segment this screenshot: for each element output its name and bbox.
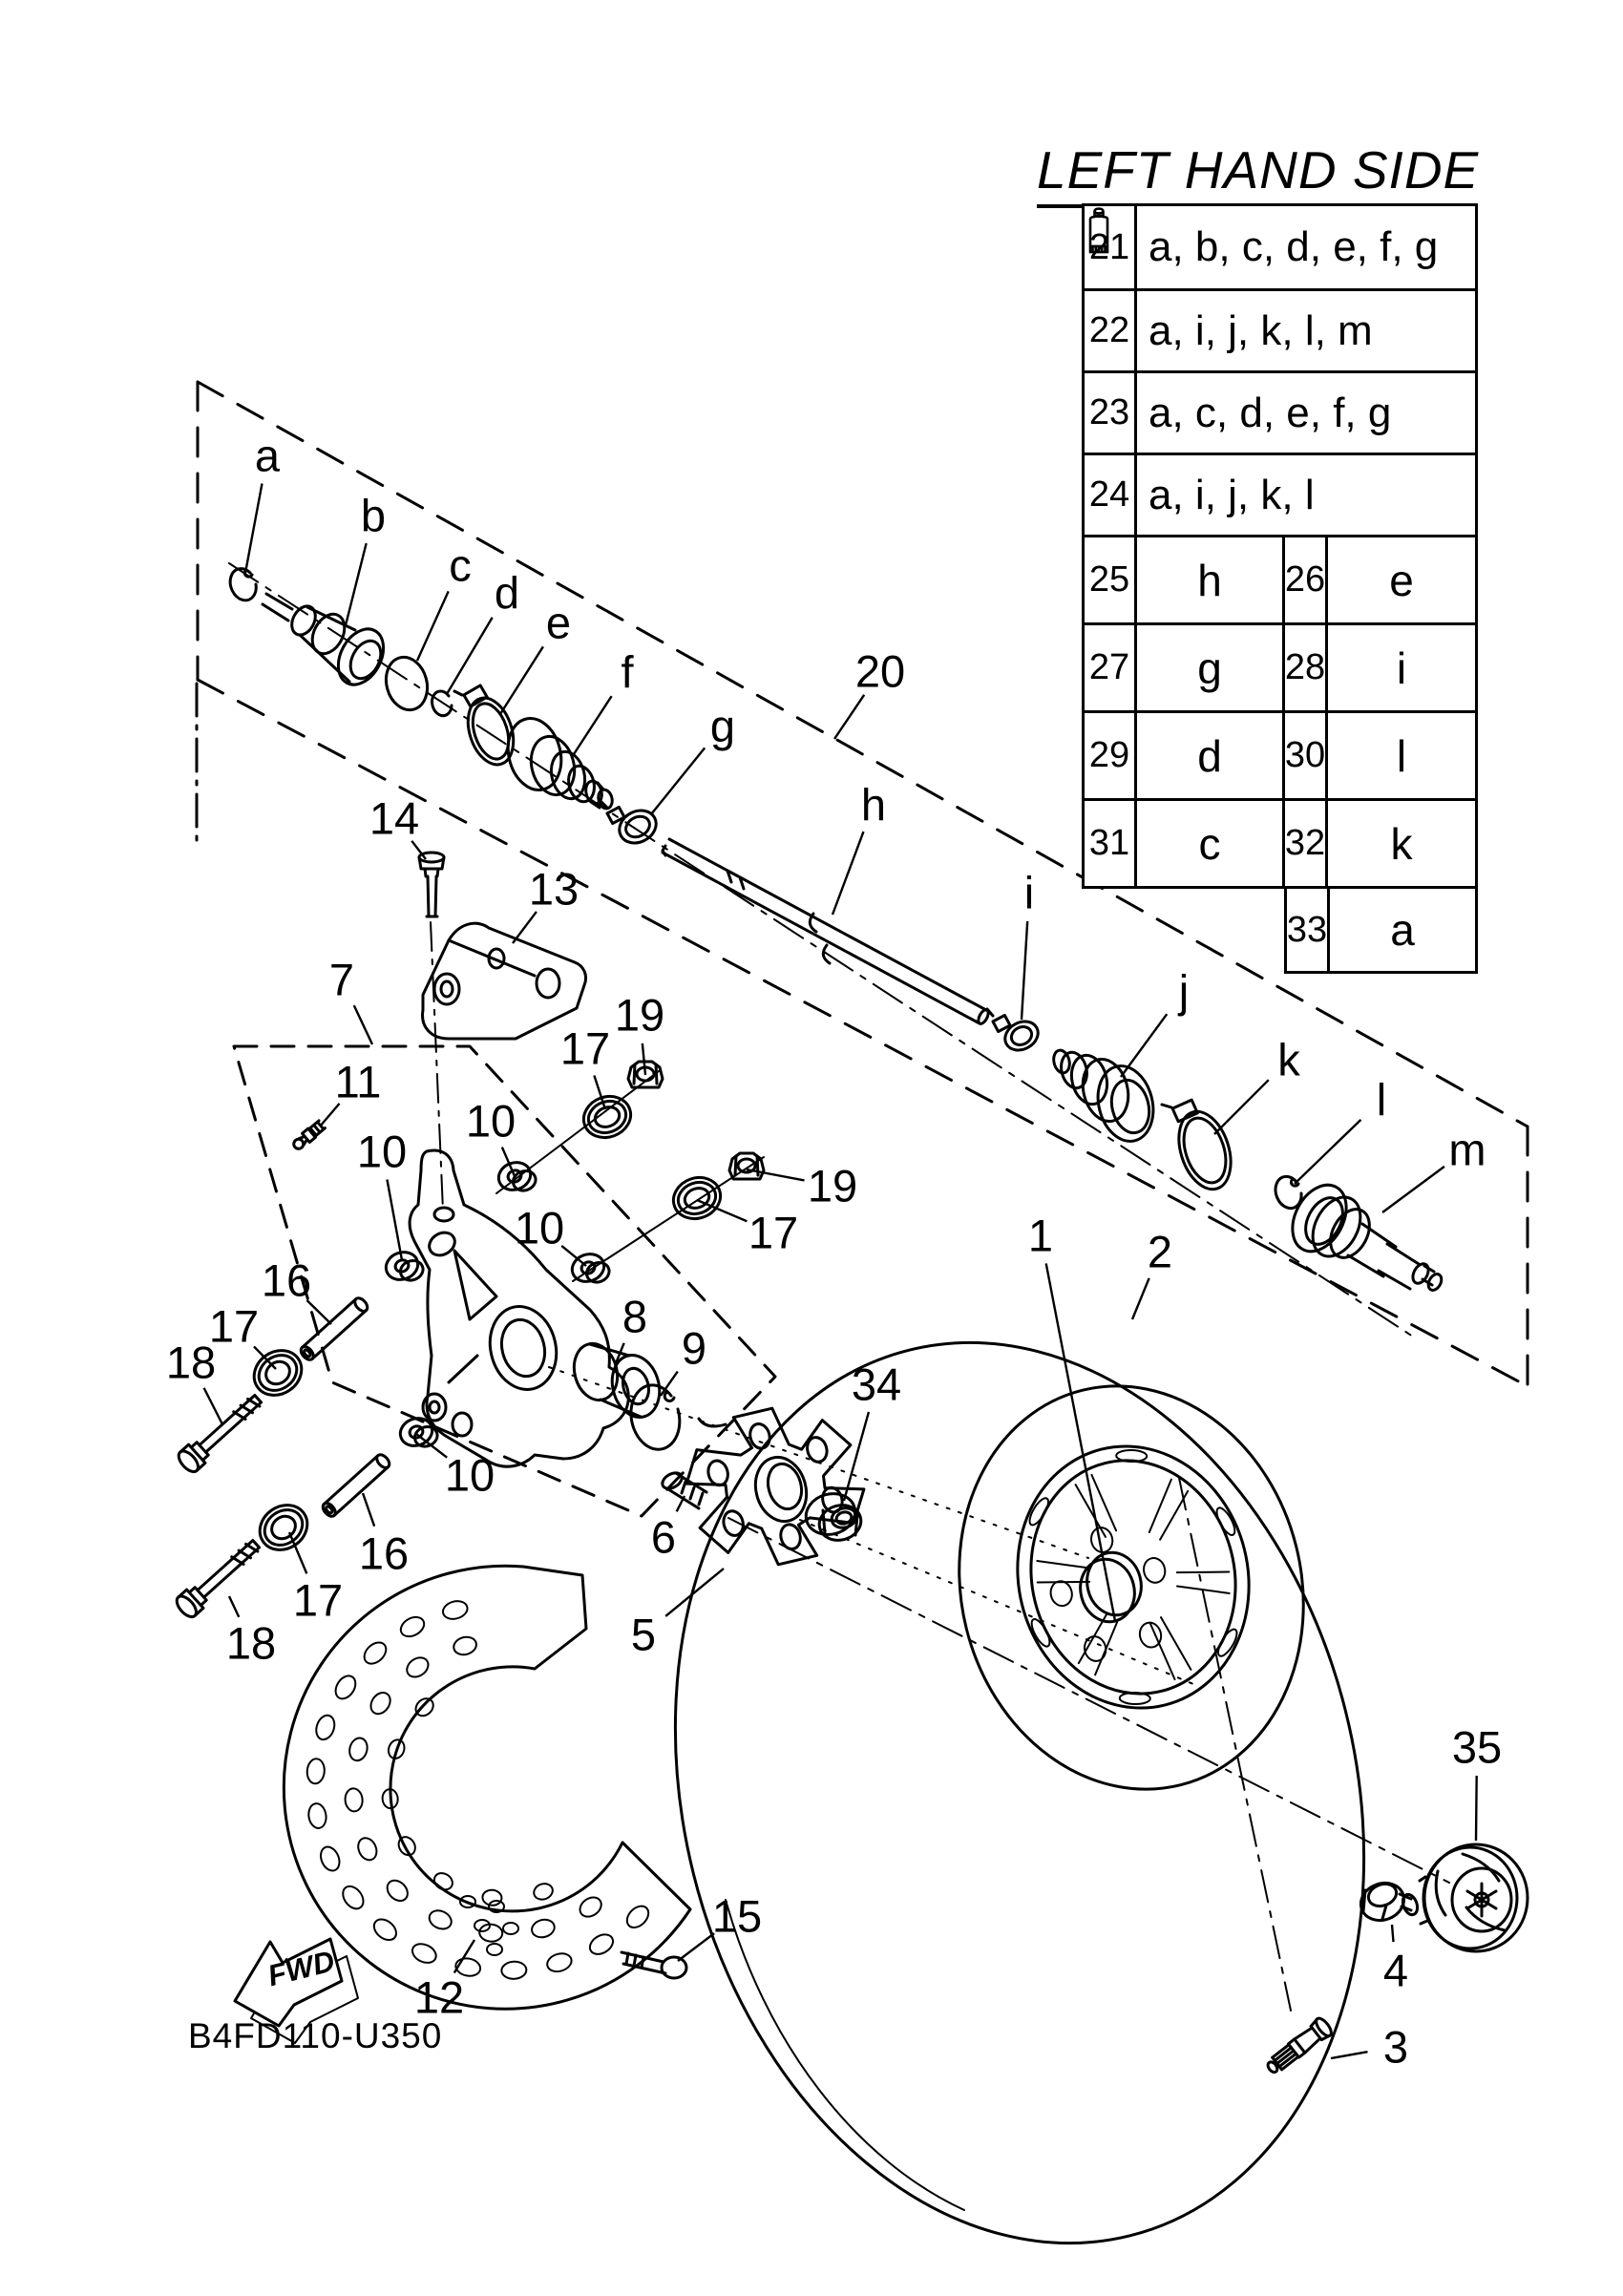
valve-stem-3 [1263, 2016, 1334, 2078]
lug-nut-4 [1356, 1877, 1420, 1926]
guard-hole [317, 1844, 343, 1874]
leader-line-34 [844, 1412, 869, 1501]
leader-line-b [346, 543, 367, 625]
guard-hole [478, 1924, 502, 1943]
table-part-number: 28 [1285, 625, 1328, 710]
leader-line-f [574, 696, 612, 754]
callout-label-5: 5 [630, 1609, 657, 1660]
leader-line-h [833, 832, 863, 915]
callout-label-h: h [860, 779, 887, 831]
guard-hole [441, 1598, 470, 1621]
callout-label-7: 7 [328, 954, 355, 1005]
rim-spokes [1026, 1450, 1240, 1705]
leader-line-g [651, 748, 705, 814]
leader-line-j [1121, 1014, 1167, 1077]
guard-hole [427, 1907, 454, 1932]
rim-spoke [1037, 1561, 1089, 1568]
guard-hole [577, 1893, 605, 1921]
leader-line-7 [354, 1005, 372, 1044]
guard-hole [397, 1613, 427, 1640]
callout-label-4: 4 [1382, 1945, 1409, 1996]
cv-boot-j [1051, 1048, 1161, 1147]
guard-hole [545, 1950, 574, 1974]
diagram-code: B4FD110-U350 [188, 2016, 443, 2055]
callout-label-f: f [621, 646, 634, 698]
boot-band-i [987, 1009, 1043, 1056]
table-part-number: 30 [1285, 713, 1328, 798]
cv-boot-f [501, 713, 615, 811]
leader-line-18 [229, 1596, 239, 1617]
grease-tube-icon [1085, 206, 1113, 263]
leader-line-e [500, 646, 543, 714]
callout-label-20: 20 [854, 645, 906, 697]
callout-label-15: 15 [711, 1890, 763, 1942]
callout-label-18: 18 [225, 1617, 277, 1669]
table-part-letters: a, c, d, e, f, g [1137, 373, 1475, 453]
table-part-letters: a, i, j, k, l [1137, 455, 1475, 535]
leader-line-k [1214, 1080, 1269, 1134]
callout-label-18: 18 [165, 1337, 217, 1388]
table-part-value: l [1396, 730, 1407, 781]
leader-line-5 [665, 1569, 724, 1616]
callout-label-g: g [709, 700, 736, 751]
guard-hole [482, 1889, 503, 1906]
table-row-25-26 [1085, 535, 1475, 622]
guard-hole [307, 1802, 328, 1829]
table-part-number: 21 [1085, 206, 1137, 288]
callout-label-9: 9 [681, 1322, 707, 1374]
guard-hole [586, 1930, 617, 1958]
table-part-number: 24 [1085, 455, 1137, 535]
inner-cv-joint-b [263, 594, 392, 692]
callout-label-11: 11 [334, 1056, 382, 1107]
guard-hole [313, 1713, 337, 1741]
nuts-19 [628, 1062, 764, 1179]
guard-hole [530, 1917, 557, 1940]
leader-line-12 [454, 1940, 474, 1972]
callout-label-k: k [1277, 1034, 1300, 1085]
disc-guard-holes [306, 1598, 653, 1979]
guard-tab-hole [487, 1944, 502, 1955]
rim-lug-hole [1141, 1556, 1168, 1586]
callout-label-l: l [1376, 1074, 1387, 1126]
outer-cv-joint-m [1282, 1176, 1444, 1293]
table-part-number: 25 [1085, 537, 1137, 622]
rim-1 [990, 1422, 1276, 1733]
reference-table-row-33 [1284, 886, 1478, 974]
rim-spoke [1177, 1572, 1229, 1573]
table-part-value: k [1390, 818, 1413, 869]
callout-label-3: 3 [1382, 2021, 1409, 2073]
callout-label-e: e [545, 597, 572, 648]
table-row-27-28 [1085, 622, 1475, 710]
guard-hole [383, 1877, 411, 1906]
callout-label-b: b [360, 490, 387, 541]
callout-label-6: 6 [650, 1511, 677, 1563]
leader-line-m [1382, 1167, 1444, 1212]
table-part-value: g [1137, 625, 1285, 710]
table-part-number: 29 [1085, 713, 1137, 798]
disc-guard-12 [284, 1566, 690, 2009]
tire-2 [583, 1269, 1456, 2296]
leader-line-13 [513, 912, 537, 943]
table-part-value: e [1389, 555, 1414, 605]
callout-label-19: 19 [614, 989, 665, 1041]
rim-lug-hole [1048, 1579, 1075, 1609]
callout-label-16: 16 [261, 1254, 312, 1306]
table-part-value: i [1396, 642, 1407, 693]
guard-tab-hole [503, 1923, 518, 1934]
callout-label-14: 14 [369, 792, 420, 844]
guard-hole [370, 1915, 401, 1944]
table-part-value: h [1137, 537, 1285, 622]
callout-label-17: 17 [559, 1022, 611, 1074]
leader-line-l [1295, 1120, 1360, 1184]
sleeves-16 [299, 1295, 392, 1518]
guard-hole [622, 1902, 652, 1931]
callout-label-m: m [1448, 1124, 1486, 1175]
callout-label-10: 10 [444, 1449, 495, 1501]
axle-nut-34 [801, 1488, 864, 1545]
table-part-number: 22 [1085, 291, 1137, 370]
drive-shaft-h [663, 839, 990, 1025]
table-row-24 [1085, 453, 1475, 535]
callout-label-19: 19 [807, 1160, 858, 1211]
table-row-21 [1085, 206, 1475, 288]
guard-hole [348, 1736, 370, 1762]
leader-line-19 [643, 1043, 645, 1075]
leader-line-20 [834, 695, 864, 739]
guard-hole [501, 1961, 527, 1979]
fwd-label: FWD [263, 1944, 338, 1993]
callout-label-17: 17 [748, 1207, 799, 1258]
callout-label-1: 1 [1027, 1210, 1054, 1261]
table-row-31-32 [1085, 798, 1475, 886]
wheel-cap-35 [1420, 1844, 1528, 1951]
callout-label-j: j [1178, 965, 1190, 1017]
guard-hole [432, 1870, 455, 1893]
reference-table [1082, 203, 1478, 889]
bushings-10 [382, 1158, 612, 1450]
callout-label-13: 13 [528, 863, 580, 915]
table-part-value: d [1137, 713, 1285, 798]
guard-hole [306, 1759, 326, 1784]
table-row-22 [1085, 288, 1475, 370]
wheel-stud-6 [660, 1469, 706, 1508]
guard-hole [403, 1654, 432, 1681]
leader-line-3 [1331, 2052, 1367, 2058]
leader-line-17 [289, 1532, 306, 1573]
guard-tab-hole [474, 1920, 490, 1931]
bolt-14 [419, 853, 444, 916]
leader-line-c [417, 591, 449, 661]
table-part-number: 31 [1085, 801, 1137, 886]
leader-line-15 [678, 1933, 714, 1961]
page-title: LEFT HAND SIDE [1037, 139, 1478, 208]
callout-label-35: 35 [1451, 1721, 1503, 1773]
callout-label-a: a [254, 430, 281, 481]
callout-label-10: 10 [514, 1202, 565, 1253]
callout-label-10: 10 [465, 1095, 516, 1147]
table-part-value: a [1390, 905, 1415, 955]
circlip-d [432, 691, 452, 716]
callout-label-17: 17 [208, 1300, 260, 1352]
table-part-number: 33 [1287, 889, 1330, 971]
leader-line-4 [1392, 1925, 1394, 1942]
bolts-18 [173, 1390, 265, 1621]
screw-15 [622, 1952, 686, 1978]
leader-line-i [1022, 921, 1027, 1020]
callout-label-2: 2 [1147, 1226, 1173, 1277]
guard-hole [360, 1638, 390, 1668]
bracket-13 [423, 923, 586, 1039]
guard-hole [367, 1689, 394, 1717]
table-part-number: 27 [1085, 625, 1137, 710]
table-part-number: 26 [1285, 537, 1328, 622]
guard-hole [532, 1881, 555, 1902]
rim-spoke [1150, 1624, 1175, 1679]
callout-label-16: 16 [358, 1527, 410, 1579]
guard-hole [355, 1835, 380, 1863]
boot-band-k [1162, 1100, 1240, 1196]
table-part-letters: a, b, c, d, e, f, g [1137, 206, 1475, 288]
leader-line-a [245, 483, 262, 573]
table-row-29-30 [1085, 710, 1475, 798]
leader-line-18 [204, 1388, 222, 1424]
callout-label-c: c [449, 539, 472, 591]
table-row-23 [1085, 370, 1475, 453]
guard-hole [395, 1834, 418, 1858]
callout-label-12: 12 [413, 1971, 465, 2023]
dust-cap-c [380, 653, 432, 715]
callout-label-34: 34 [851, 1359, 902, 1410]
table-part-value: c [1137, 801, 1285, 886]
leader-line-35 [1476, 1776, 1477, 1841]
leader-line-16 [363, 1493, 374, 1527]
table-part-letters: a, i, j, k, l, m [1137, 291, 1475, 370]
guard-hole [331, 1673, 359, 1703]
guard-hole [410, 1940, 439, 1966]
leader-line-2 [1132, 1278, 1149, 1319]
table-part-number: 23 [1085, 373, 1137, 453]
guard-hole [345, 1788, 364, 1812]
leader-line-d [447, 618, 493, 694]
callout-label-10: 10 [356, 1126, 408, 1177]
callout-label-d: d [494, 567, 520, 619]
leader-line-10 [387, 1180, 402, 1260]
guard-hole [452, 1634, 478, 1657]
callout-label-8: 8 [622, 1291, 648, 1342]
callout-label-17: 17 [292, 1574, 344, 1626]
rim-spoke [1161, 1617, 1191, 1670]
guard-hole [339, 1883, 368, 1913]
table-part-number: 32 [1285, 801, 1328, 886]
bearing-8 [568, 1338, 666, 1422]
callout-label-i: i [1023, 867, 1035, 918]
